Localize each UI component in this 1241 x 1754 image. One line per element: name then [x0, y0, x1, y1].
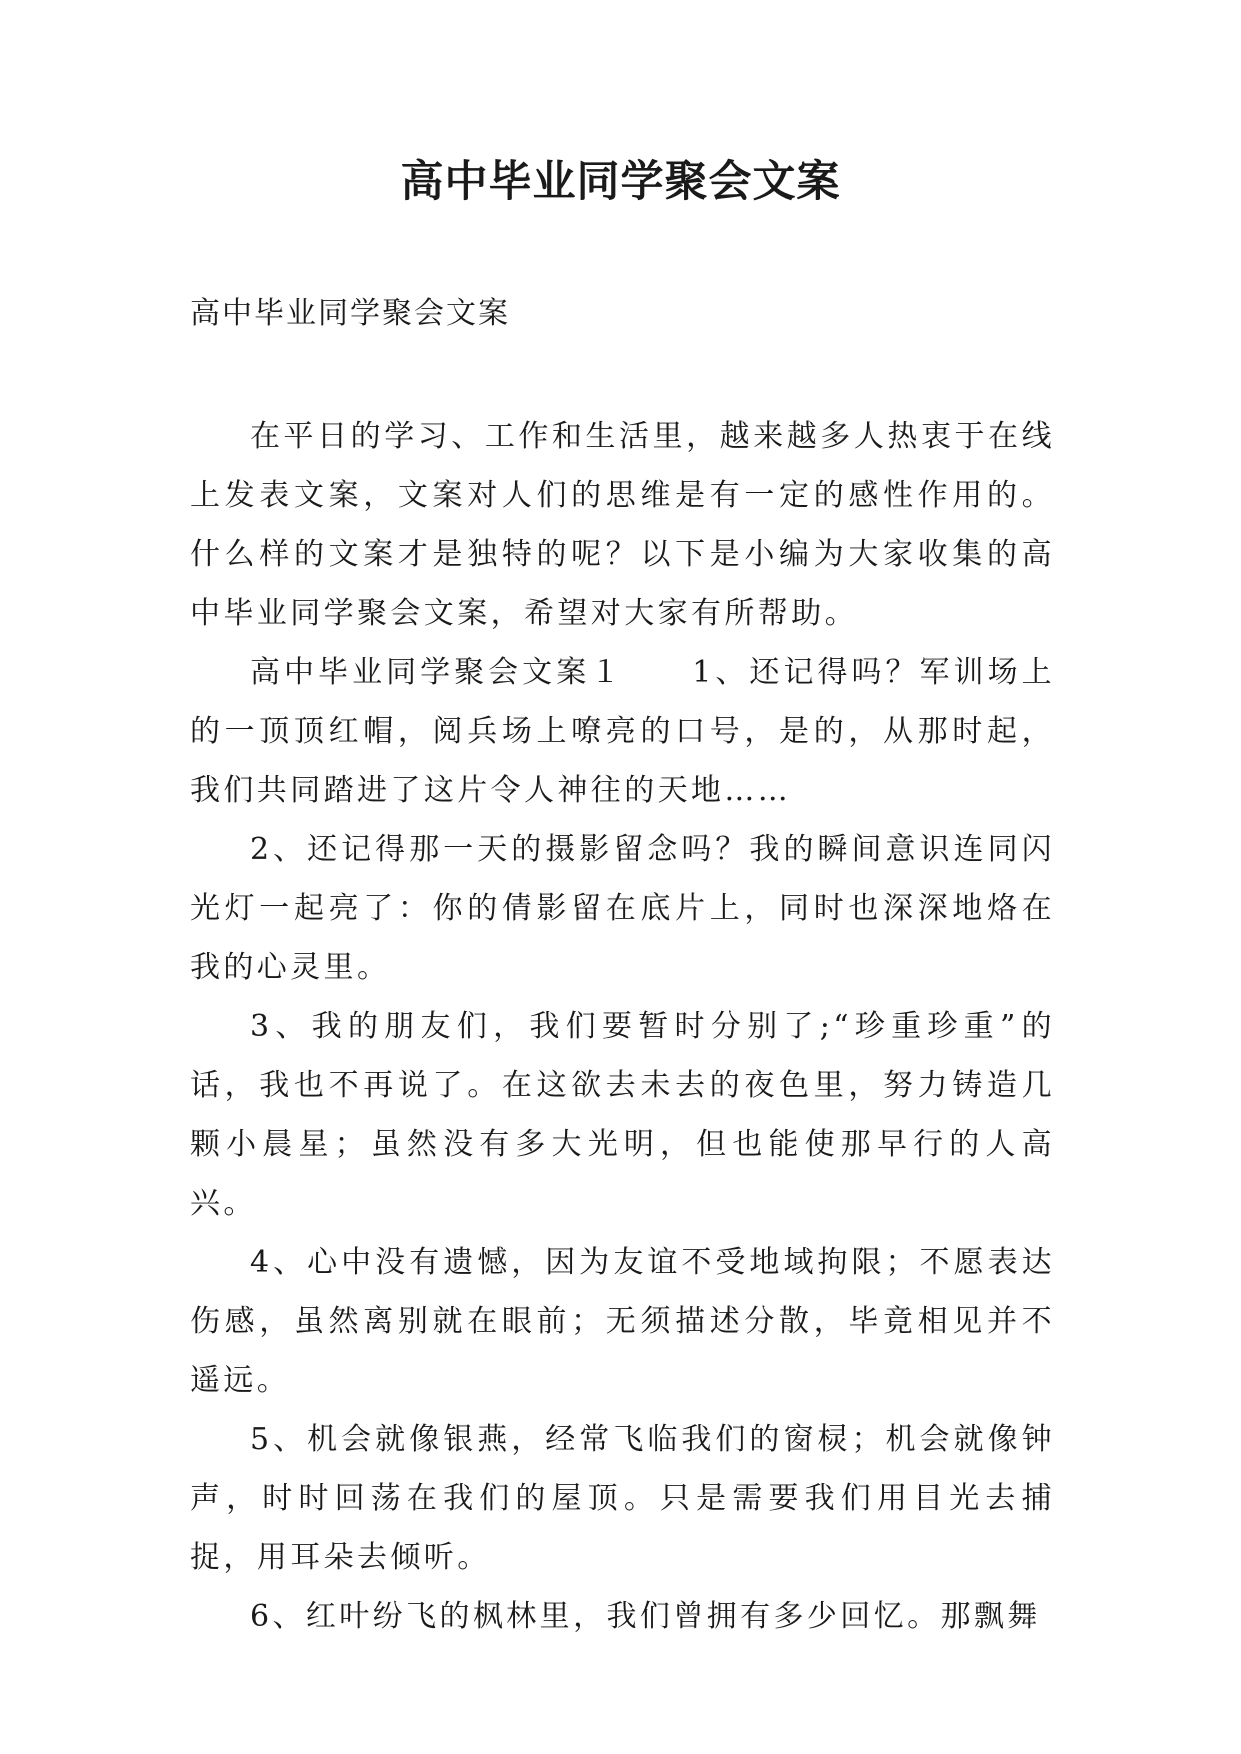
paragraph-item-3: 3、我的朋友们，我们要暂时分别了;“珍重珍重”的话，我也不再说了。在这欲去未去的夜色里，努力铸造几颗小晨星；虽然没有多大光明，但也能使那早行的人高兴。: [190, 1009, 1055, 1221]
paragraph-item-6: 6、红叶纷飞的枫林里，我们曾拥有多少回忆。那飘舞: [250, 1599, 1041, 1634]
paragraph-item-4: 4、心中没有遗憾，因为友谊不受地域拘限；不愿表达伤感，虽然离别就在眼前；无须描述分散，毕竟相见并不遥远。: [190, 1245, 1055, 1398]
document-body: [190, 407, 1055, 1646]
paragraph-intro: 在平日的学习、工作和生活里，越来越多人热衷于在线上发表文案，文案对人们的思维是有一定的感性作用的。什么样的文案才是独特的呢？以下是小编为大家收集的高中毕业同学聚会文案，希望对大家有所帮助。: [190, 419, 1055, 631]
document-subtitle: 高中毕业同学聚会文案: [190, 296, 510, 331]
paragraph-item-1: 高中毕业同学聚会文案１ 1、还记得吗？军训场上的一顶顶红帽，阅兵场上嘹亮的口号，是的，从那时起，我们共同踏进了这片令人神往的天地……: [190, 655, 1055, 808]
paragraph-item-5: 5、机会就像银燕，经常飞临我们的窗棂；机会就像钟声，时时回荡在我们的屋顶。只是需要我们用目光去捕捉，用耳朵去倾听。: [190, 1422, 1055, 1575]
paragraph-item-2: 2、还记得那一天的摄影留念吗？我的瞬间意识连同闪光灯一起亮了：你的倩影留在底片上，同时也深深地烙在我的心灵里。: [190, 832, 1055, 985]
document-title: 高中毕业同学聚会文案: [400, 157, 841, 207]
